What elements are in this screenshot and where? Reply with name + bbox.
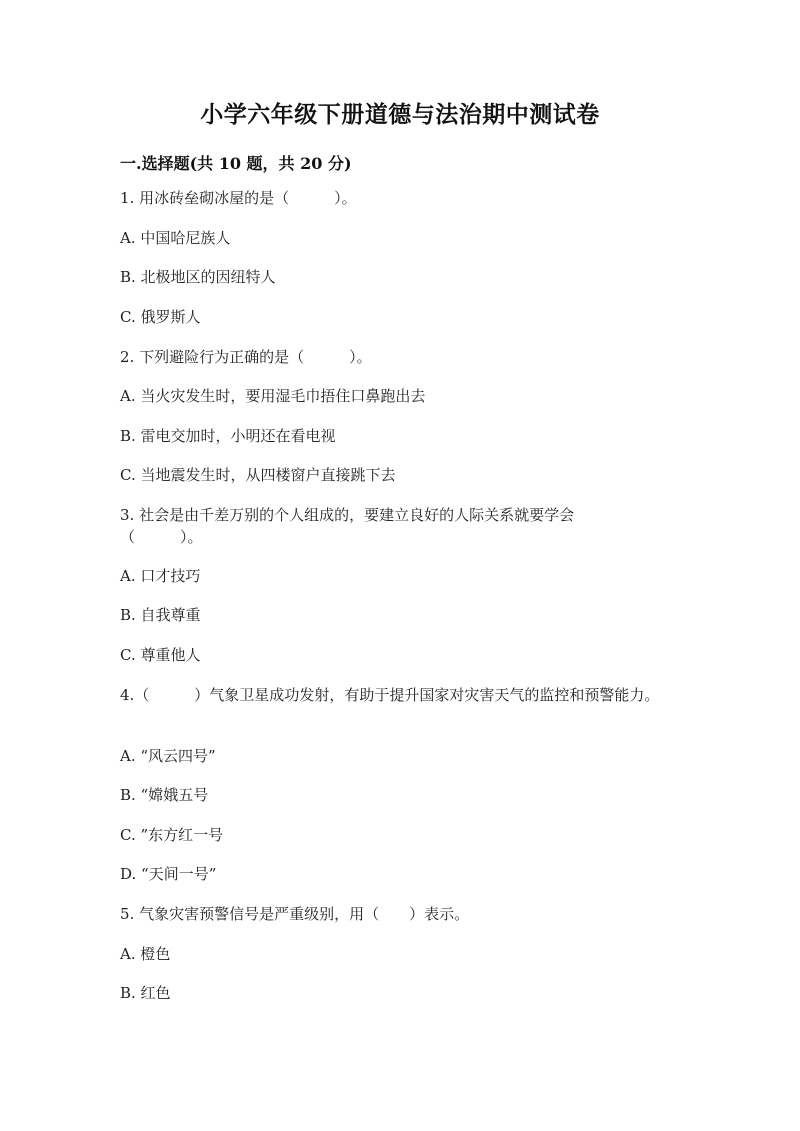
question-1-option-a: A. 中国哈尼族人 (120, 229, 231, 247)
question-1-option-c: C. 俄罗斯人 (120, 308, 201, 326)
question-2-option-a: A. 当火灾发生时，要用湿毛巾捂住口鼻跑出去 (120, 387, 426, 405)
question-3-option-c: C. 尊重他人 (120, 646, 201, 664)
question-3-stem: 3. 社会是由千差万别的个人组成的，要建立良好的人际关系就要学会（ ）。 (120, 506, 575, 546)
question-4-option-b: B. “嫦娥五号 (120, 786, 209, 804)
question-4-stem: 4.（ ）气象卫星成功发射，有助于提升国家对灾害天气的监控和预警能力。 (120, 686, 660, 704)
question-3-option-b: B. 自我尊重 (120, 606, 201, 624)
question-5-option-a: A. 橙色 (120, 945, 171, 963)
question-1-stem: 1. 用冰砖垒砌冰屋的是（ ）。 (120, 189, 357, 207)
question-4-option-d: D. “天间一号” (120, 865, 217, 883)
page-title: 小学六年级下册道德与法治期中测试卷 (200, 101, 600, 128)
section-heading: 一.选择题(共 10 题，共 20 分) (120, 154, 352, 173)
question-5-option-b: B. 红色 (120, 984, 171, 1002)
question-2-option-c: C. 当地震发生时，从四楼窗户直接跳下去 (120, 466, 396, 484)
question-1-option-b: B. 北极地区的因纽特人 (120, 268, 276, 286)
question-4-option-c: C. ”东方红一号 (120, 826, 224, 844)
question-4-option-a: A. “风云四号” (120, 747, 216, 765)
question-2-stem: 2. 下列避险行为正确的是（ ）。 (120, 348, 372, 366)
question-2-option-b: B. 雷电交加时，小明还在看电视 (120, 427, 336, 445)
question-3-option-a: A. 口才技巧 (120, 567, 201, 585)
question-5-stem: 5. 气象灾害预警信号是严重级别，用（ ）表示。 (120, 905, 470, 923)
